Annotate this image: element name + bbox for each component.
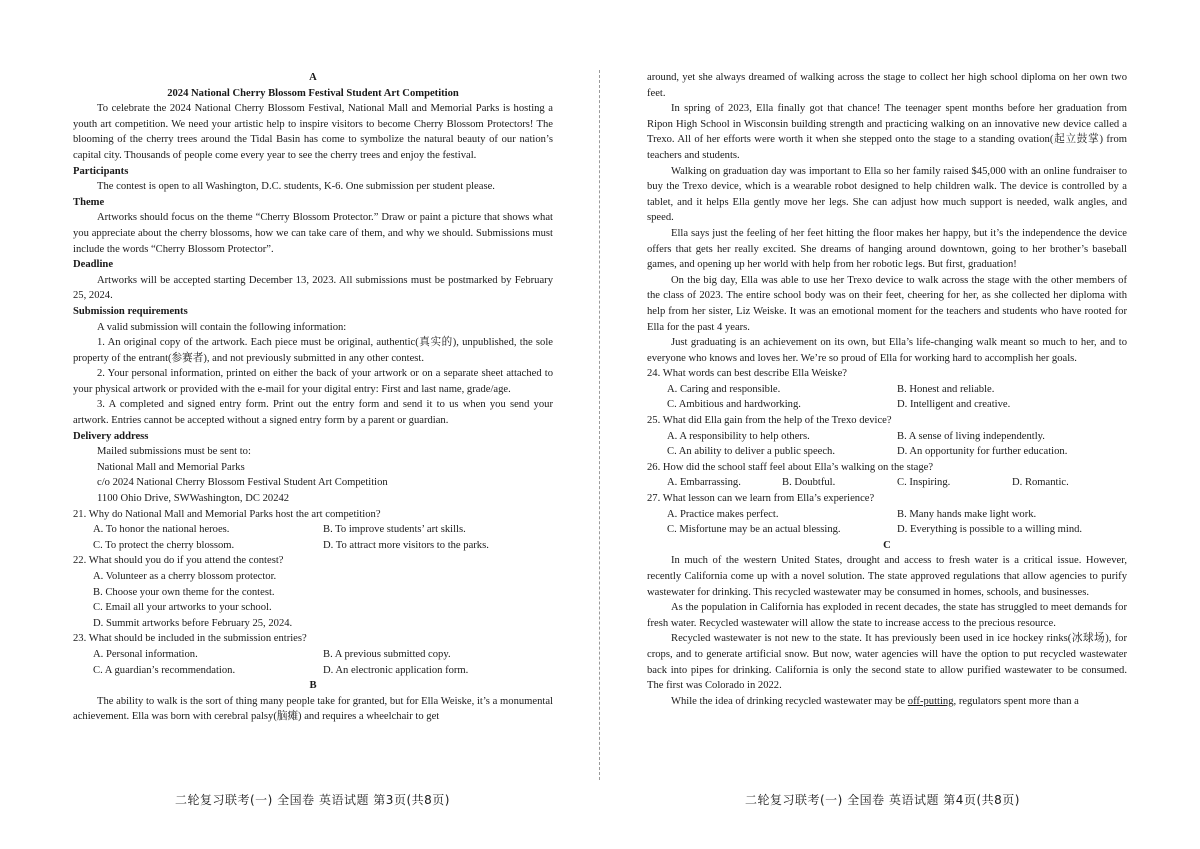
passage-b-paragraph-6: Just graduating is an achievement on its own, but Ella’s life-changing walk meant so much to her, and to everyone who knows and loves her. We’re so proud of Ella for working hard to accomplish her goals. [647,337,1127,364]
requirements-intro: A valid submission will contain the following information: [97,321,347,333]
question-24-options-row-2 [647,397,1127,413]
deadline-heading: Deadline [73,259,114,271]
requirements-heading: Submission requirements [73,305,188,317]
question-21-options-row-2 [73,538,553,554]
option-24a: A. Caring and responsible. [667,383,781,395]
option-23a: A. Personal information. [93,648,198,660]
underlined-word: off-putting [907,695,954,707]
option-21b: B. To improve students’ art skills. [323,524,466,536]
footer-left: 二轮复习联考(一) 全国卷 英语试题 第3页(共8页) [175,793,450,807]
address-line-4: 1100 Ohio Drive, SWWashington, DC 20242 [97,493,290,505]
passage-b-paragraph-5: On the big day, Ella was able to use her Trexo device to walk across the stage with the other members of the class of 2023. The entire school body was on their feet, cheering for her, as she collected her diploma with help from her sister, Liz Weiske. It was an emotional moment for the teachers and students who have rooted for Ella for the past 4 years. [647,274,1127,333]
option-26a: A. Embarrassing. [667,477,741,489]
option-21d: D. To attract more visitors to the parks. [323,539,489,551]
question-27-options-row-2 [647,522,1127,538]
option-24b: B. Honest and reliable. [897,383,995,395]
passage-b-paragraph-3: Walking on graduation day was important to Ella so her family raised $45,000 with an online fundraiser to buy the Trexo device, which is a wearable robot designed to help children walk. The device is controlled by a tablet, and it helps Ella gently move her legs. She can adjust how much support is needed, walk angles, and speed. [647,165,1127,224]
passage-c-paragraph-3: Recycled wastewater is not new to the state. It has previously been used in ice hockey rinks(冰球场), for crops, and to generate artificial snow. But now, water agencies will have the option to put recycled wastewater back into pipes for drinking. California is only the second state to allow purified wastewater to be consumed. The first was Colorado in 2022. [647,633,1127,692]
passage-c-paragraph-4-start: While the idea of drinking recycled wastewater may be [671,695,908,707]
column-divider [599,70,600,780]
question-27: 27. What lesson can we learn from Ella’s experience? [647,493,875,505]
passage-b-paragraph-1: The ability to walk is the sort of thing many people take for granted, but for Ella Weiske, it’s a monumental achievement. Ella was born with cerebral palsy(脑瘫) and requires a wheelchair to get [73,695,553,723]
option-26b: B. Doubtful. [782,477,836,489]
section-b-label: B [309,680,317,692]
question-24: 24. What words can best describe Ella Weiske? [647,368,847,380]
option-22d: D. Summit artworks before February 25, 2024. [93,617,293,629]
option-26d: D. Romantic. [1012,477,1069,489]
right-column [647,70,1127,709]
option-23d: D. An electronic application form. [323,664,469,676]
option-25c: C. An ability to deliver a public speech. [667,446,835,458]
question-26-options [647,475,1127,491]
option-25d: D. An opportunity for further education. [897,446,1068,458]
question-24-options-row-1 [647,382,1127,398]
option-27d: D. Everything is possible to a willing mind. [897,524,1083,536]
option-26c: C. Inspiring. [897,477,951,489]
option-22c: C. Email all your artworks to your school. [93,602,272,614]
requirement-2: 2. Your personal information, printed on either the back of your artwork or on a separate sheet attached to your physical artwork or provided with the e-mail for your digital entry: First and last name, grade/age. [73,368,553,395]
footer-right: 二轮复习联考(一) 全国卷 英语试题 第4页(共8页) [745,793,1020,807]
passage-b-continuation: around, yet she always dreamed of walking across the stage to collect her high school diploma on her own two feet. [647,72,1127,99]
question-25: 25. What did Ella gain from the help of the Trexo device? [647,415,892,427]
passage-c-paragraph-4-end: , regulators spent more than a [953,695,1079,707]
option-25a: A. A responsibility to help others. [667,430,810,442]
option-27c: C. Misfortune may be an actual blessing. [667,524,841,536]
option-22b: B. Choose your own theme for the contest. [93,586,275,598]
question-21: 21. Why do National Mall and Memorial Parks host the art competition? [73,508,381,520]
address-line-3: c/o 2024 National Cherry Blossom Festival Student Art Competition [97,477,388,489]
participants-text: The contest is open to all Washington, D.C. students, K-6. One submission per student please. [97,181,495,193]
question-27-options-row-1 [647,507,1127,523]
option-25b: B. A sense of living independently. [897,430,1045,442]
participants-heading: Participants [73,165,129,177]
option-23c: C. A guardian’s recommendation. [93,664,236,676]
option-27a: A. Practice makes perfect. [667,508,779,520]
section-c-label: C [883,539,891,551]
passage-b-paragraph-4: Ella says just the feeling of her feet hitting the floor makes her happy, but it’s the independence the device offers that gets her really excited. She dreams of hanging around downtown, going to her brother’s baseball games, and opening up her world with help from her robotic legs. But first, graduation! [647,227,1127,271]
address-line-1: Mailed submissions must be sent to: [97,446,251,458]
passage-b-paragraph-2: In spring of 2023, Ella finally got that chance! The teenager spent months before her graduation from Ripon High School in Wisconsin building strength and practicing walking on an innovative new device called a Trexo. All of her efforts were worth it when she stepped onto the stage to a standing ovation(起立鼓掌) from teachers and students. [647,103,1127,161]
passage-title: 2024 National Cherry Blossom Festival Student Art Competition [167,87,459,99]
theme-heading: Theme [73,196,105,208]
delivery-heading: Delivery address [73,430,149,442]
question-23: 23. What should be included in the submission entries? [73,633,307,645]
question-22: 22. What should you do if you attend the contest? [73,555,284,567]
deadline-text: Artworks will be accepted starting December 13, 2023. All submissions must be postmarked by February 25, 2024. [73,274,553,302]
question-26: 26. How did the school staff feel about Ella’s walking on the stage? [647,461,934,473]
question-21-options-row-1 [73,522,553,538]
option-22a: A. Volunteer as a cherry blossom protector. [93,571,277,582]
passage-c-paragraph-1: In much of the western United States, drought and access to fresh water is a critical issue. However, recently California come up with a novel solution. The state approved regulations that allow agencies to purify wastewater for drinking. This recycled wastewater may be consumed in homes, schools, and businesses. [647,555,1127,598]
left-column [73,70,553,725]
option-27b: B. Many hands make light work. [897,508,1037,520]
passage-c-paragraph-4 [647,694,1127,710]
section-a-label: A [309,72,317,83]
question-23-options-row-2 [73,663,553,679]
option-21a: A. To honor the national heroes. [93,524,230,536]
option-21c: C. To protect the cherry blossom. [93,539,235,551]
question-23-options-row-1 [73,647,553,663]
requirement-3: 3. A completed and signed entry form. Print out the entry form and send it to us when you send your artwork. Entries cannot be accepted without a signed entry form by a parent or guardian. [73,399,553,427]
question-25-options-row-2 [647,444,1127,460]
option-24c: C. Ambitious and hardworking. [667,399,801,411]
question-25-options-row-1 [647,429,1127,445]
theme-text: Artworks should focus on the theme “Cherry Blossom Protector.” Draw or paint a picture that shows what you appreciate about the cherry blossoms, how we can take care of them, and why we should. Submissions must include the words “Cherry Blossom Protector”. [73,212,553,255]
requirement-1: 1. An original copy of the artwork. Each piece must be original, authentic(真实的), unpublished, the sole property of the entrant(参赛者), and not previously submitted in any other contest. [73,337,553,364]
intro-paragraph: To celebrate the 2024 National Cherry Blossom Festival, National Mall and Memorial Parks is hosting a youth art competition. We need your artistic help to inspire visitors to become Cherry Blossom Protectors! The blooming of the cherry trees around the Tidal Basin has come to symbolize the natural beauty of our nation’s capital city. Thousands of people come every year to see the cherry trees and enjoy the festival. [73,103,553,161]
address-line-2: National Mall and Memorial Parks [97,461,245,473]
option-24d: D. Intelligent and creative. [897,399,1011,411]
option-23b: B. A previous submitted copy. [323,648,451,660]
passage-c-paragraph-2: As the population in California has exploded in recent decades, the state has struggled to meet demands for fresh water. Recycled wastewater will allow the state to increase access to the precious resource. [647,602,1127,629]
